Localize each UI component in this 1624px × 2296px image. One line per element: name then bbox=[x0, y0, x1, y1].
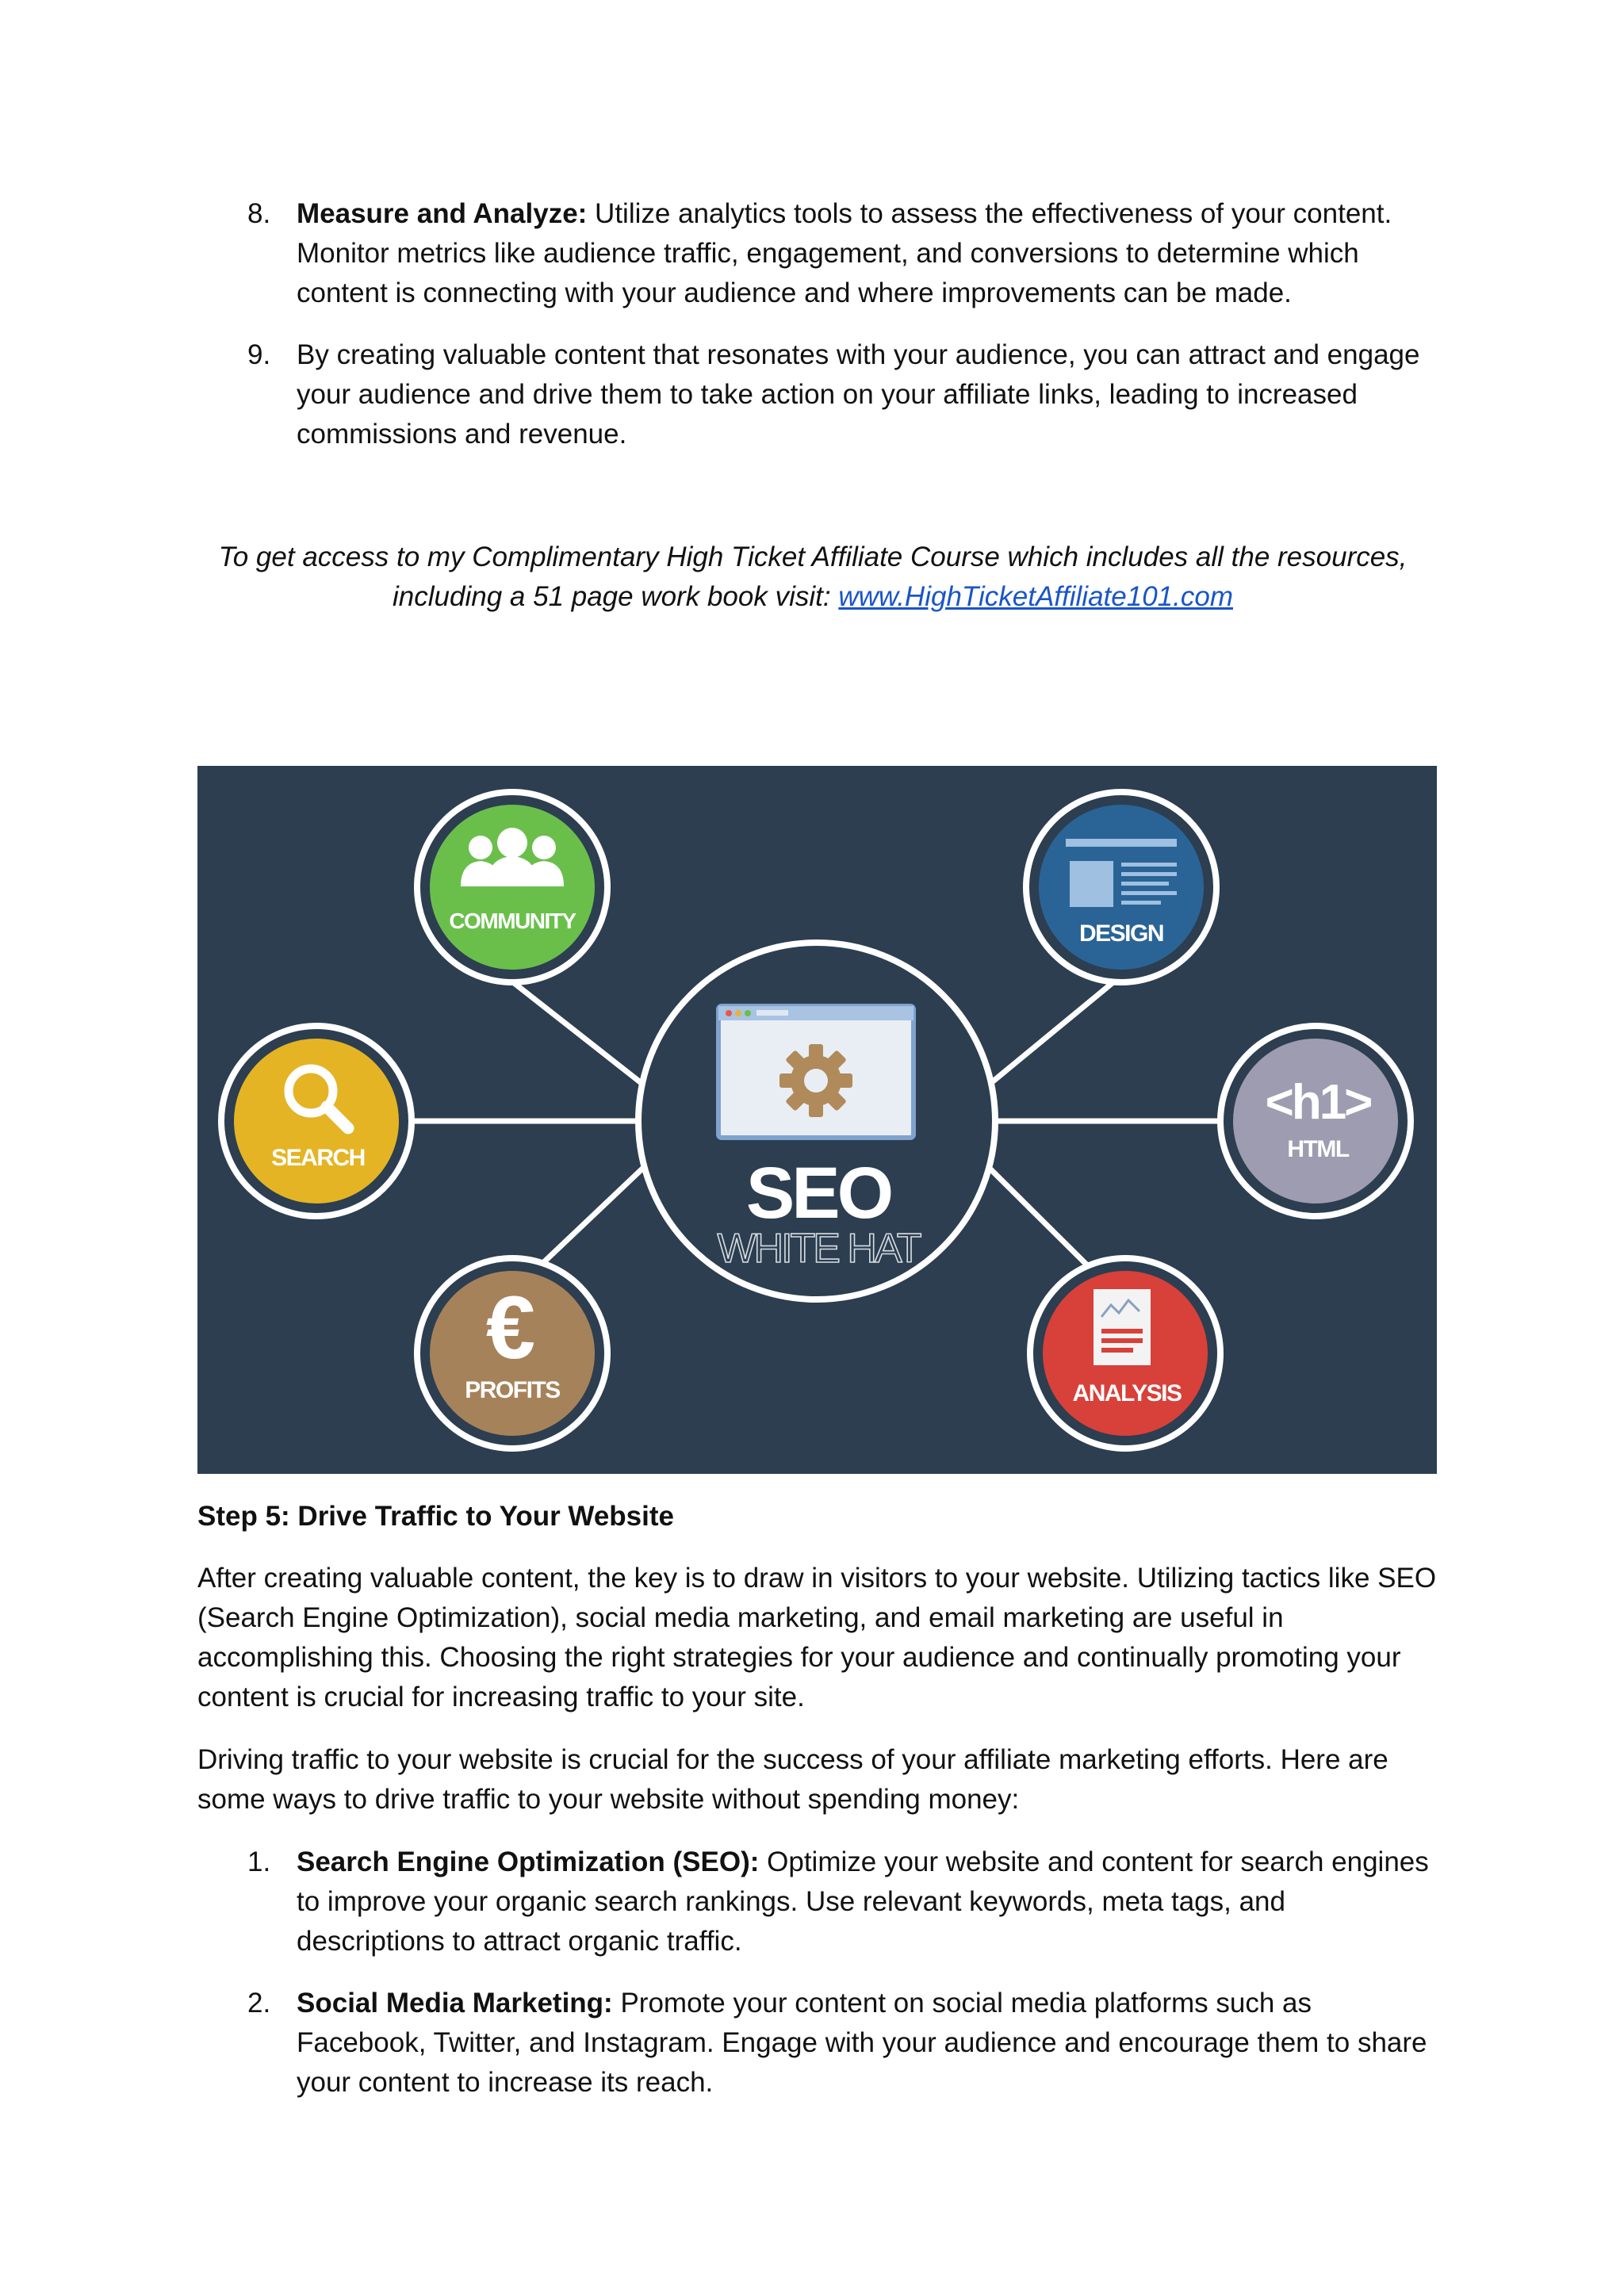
gear-icon bbox=[779, 1044, 852, 1117]
report-document-icon bbox=[1094, 1289, 1151, 1365]
search-node bbox=[221, 1026, 412, 1216]
list-item bbox=[247, 194, 1438, 313]
center-title: SEO bbox=[745, 1153, 891, 1234]
list-item-title: Search Engine Optimization (SEO): bbox=[297, 1846, 760, 1877]
analysis-node bbox=[1030, 1258, 1220, 1448]
list-item bbox=[247, 1984, 1438, 2103]
list-item-title: Measure and Analyze: bbox=[297, 198, 588, 229]
search-label: SEARCH bbox=[271, 1145, 365, 1171]
step5-paragraph-2: Driving traffic to your website is crucial for the success of your affiliate marketing efforts. Here are some ways to drive traffic to your website without spending money: bbox=[197, 1744, 1388, 1815]
html-node bbox=[1220, 1026, 1411, 1216]
profits-node bbox=[417, 1258, 607, 1448]
list-item bbox=[247, 1843, 1438, 1961]
list-item-text: Utilize analytics tools to assess the effectiveness of your content. Monitor metrics like audience traffic, engagement, and conversions to determine which content is connecting with your audience and where improvements can be made. bbox=[297, 198, 1392, 308]
design-label: DESIGN bbox=[1078, 920, 1164, 947]
list-item-text: By creating valuable content that resonates with your audience, you can attract and engage your audience and drive them to take action on your affiliate links, leading to increased commissions and revenue. bbox=[297, 339, 1420, 450]
step5-heading: Step 5: Drive Traffic to Your Website bbox=[197, 1501, 674, 1532]
course-link[interactable]: www.HighTicketAffiliate101.com bbox=[838, 581, 1233, 612]
html-label: HTML bbox=[1287, 1136, 1349, 1162]
community-node bbox=[417, 792, 607, 982]
h1-tag-icon: <h1> bbox=[1265, 1075, 1371, 1130]
design-node bbox=[1026, 792, 1216, 982]
step5-paragraph-1: After creating valuable content, the key is to draw in visitors to your website. Utilizing tactics like SEO (Search Engine Optimization), social media marketing, and email marketing are useful in accomplishing this. Choosing the right strategies for your audience and continually promoting your content is crucial for increasing traffic to your site. bbox=[197, 1563, 1437, 1712]
list-number: 8. bbox=[247, 198, 271, 229]
list-item-title: Social Media Marketing: bbox=[297, 1988, 613, 2019]
promo-text: To get access to my Complimentary High Ticket Affiliate Course which includes all the resources, including a 51 page work book visit: bbox=[218, 541, 1408, 612]
list-number: 9. bbox=[247, 339, 271, 370]
community-label: COMMUNITY bbox=[449, 909, 576, 933]
seo-white-hat-infographic bbox=[197, 766, 1437, 1474]
analysis-label: ANALYSIS bbox=[1072, 1380, 1182, 1406]
list-item bbox=[247, 335, 1438, 454]
seo-center-node bbox=[638, 943, 995, 1299]
course-promo bbox=[198, 538, 1427, 617]
profits-label: PROFITS bbox=[465, 1377, 560, 1403]
euro-icon: € bbox=[485, 1278, 536, 1377]
list-item-text: Promote your content on social media platforms such as Facebook, Twitter, and Instagram. Engage with your audience and encourage them to share your content to increase its reach. bbox=[297, 1988, 1427, 2098]
community-people-icon bbox=[461, 828, 564, 886]
list-item-text: Optimize your website and content for search engines to improve your organic search rankings. Use relevant keywords, meta tags, and descriptions to attract organic traffic. bbox=[297, 1846, 1429, 1957]
list-number: 1. bbox=[247, 1846, 271, 1877]
list-number: 2. bbox=[247, 1988, 271, 2019]
center-subtitle: WHITE HAT bbox=[717, 1226, 920, 1272]
